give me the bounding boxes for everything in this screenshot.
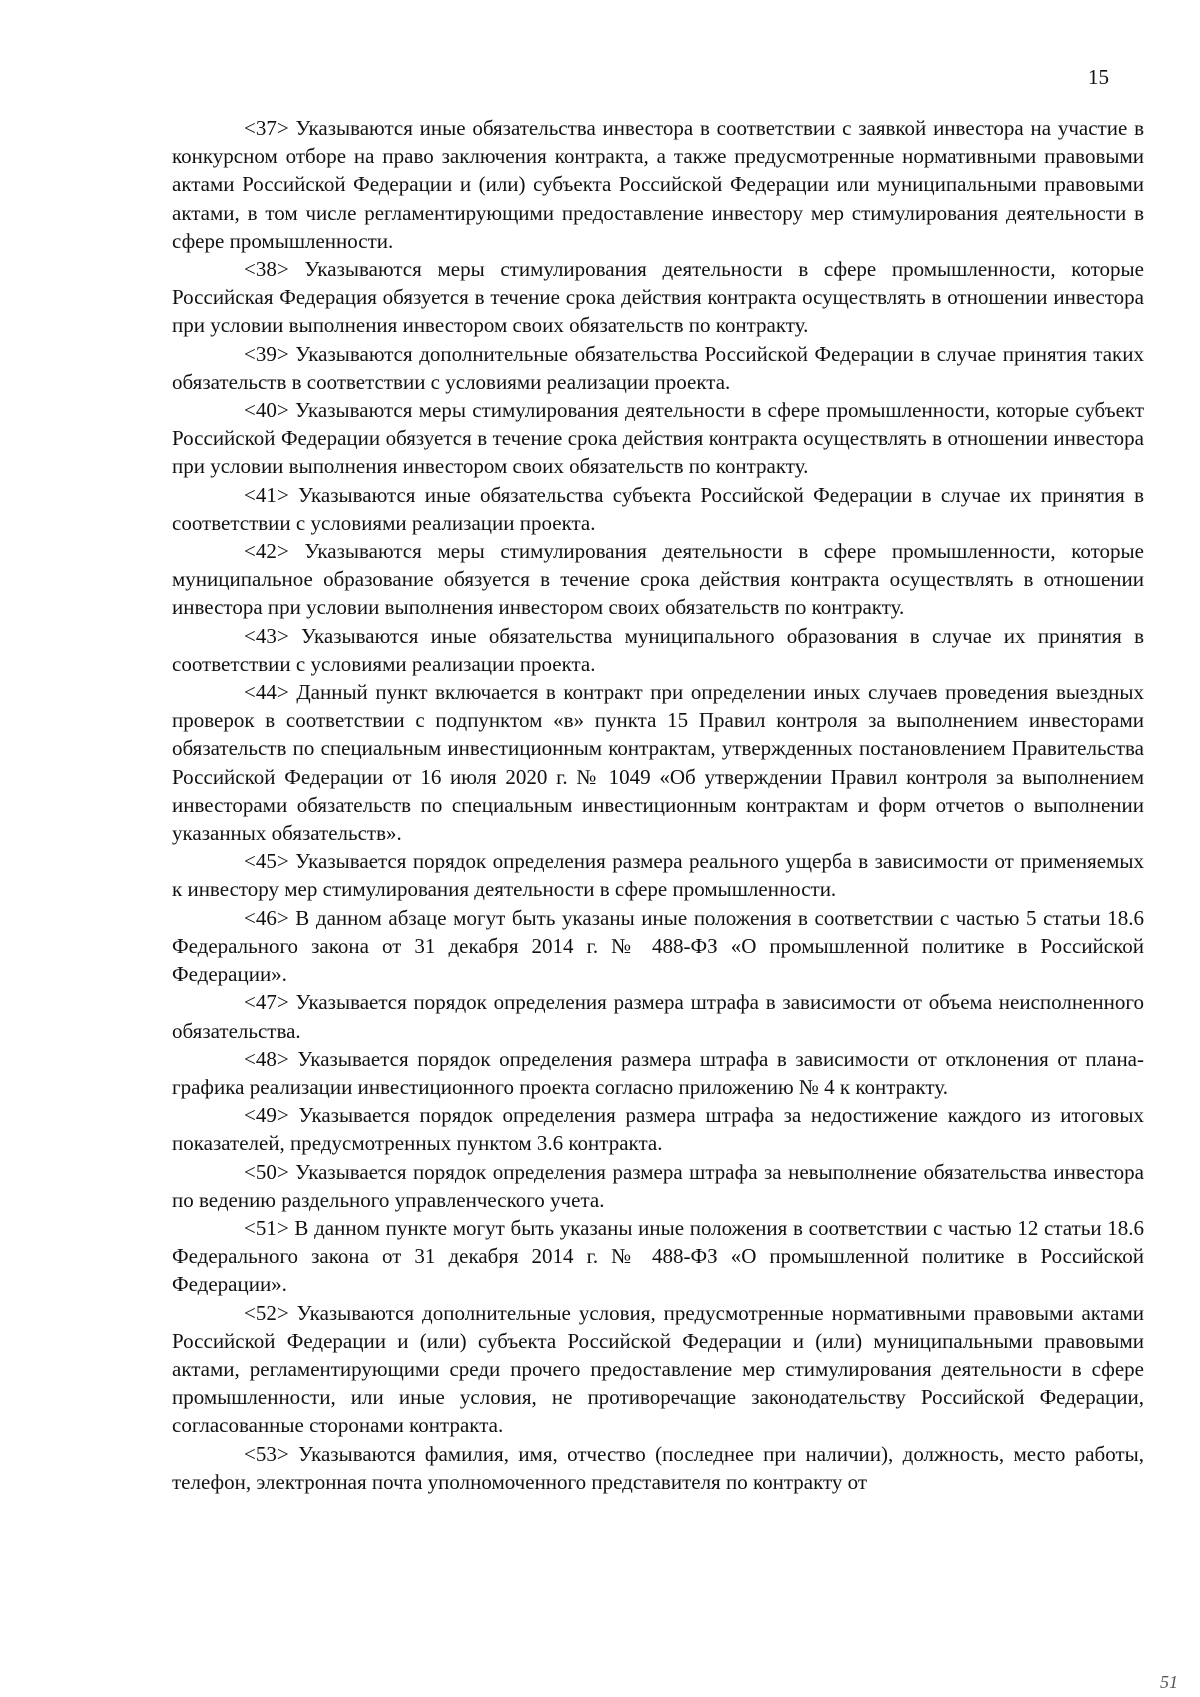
corner-mark: 51 — [1160, 1672, 1178, 1692]
note-43: <43> Указываются иные обязательства муниципального образования в случае их принятия в соответствии с условиями реализации проекта. — [172, 623, 1144, 676]
page-number: 15 — [1088, 65, 1109, 89]
note-50: <50> Указывается порядок определения размера штрафа за невыполнение обязательства инвестора по ведению раздельного управленческого учета. — [172, 1159, 1144, 1212]
footnotes-body — [172, 114, 1144, 1496]
note-51: <51> В данном пункте могут быть указаны иные положения в соответствии с частью 12 статьи 18.6 Федерального закона от 31 декабря 2014 г. № 488-ФЗ «О промышленной политике в Российской Федерации». — [172, 1215, 1144, 1297]
note-49: <49> Указывается порядок определения размера штрафа за недостижение каждого из итоговых показателей, предусмотренных пунктом 3.6 контракта. — [172, 1103, 1144, 1156]
note-41: <41> Указываются иные обязательства субъекта Российской Федерации в случае их принятия в соответствии с условиями реализации проекта. — [172, 482, 1144, 535]
note-38: <38> Указываются меры стимулирования деятельности в сфере промышленности, которые Российская Федерация обязуется в течение срока действия контракта осуществлять в отношении инвестора при условии выполнения инвестором своих обязательств по контракту. — [172, 257, 1144, 338]
note-44: <44> Данный пункт включается в контракт при определении иных случаев проведения выездных проверок в соответствии с подпунктом «в» пункта 15 Правил контроля за выполнением инвесторами обязательств по специальным инвестиционным контрактам, утвержденных постановлением Правительства Российской Федерации от 16 июля 2020 г. № 1049 «Об утверждении Правил контроля за выполнением инвесторами обязательств по специальным инвестиционным контрактам и форм отчетов о выполнении указанных обязательств». — [172, 680, 1144, 846]
note-52: <52> Указываются дополнительные условия, предусмотренные нормативными правовыми актами Российской Федерации и (или) субъекта Российской Федерации и (или) муниципальными правовыми актами, регламентирующими среди прочего предоставление мер стимулирования деятельности в сфере промышленности, или иные условия, не противоречащие законодательству Российской Федерации, согласованные сторонами контракта. — [172, 1300, 1144, 1438]
note-46: <46> В данном абзаце могут быть указаны иные положения в соответствии с частью 5 статьи 18.6 Федерального закона от 31 декабря 2014 г. № 488-ФЗ «О промышленной политике в Российской Федерации». — [172, 905, 1144, 987]
note-45: <45> Указывается порядок определения размера реального ущерба в зависимости от применяемых к инвестору мер стимулирования деятельности в сфере промышленности. — [172, 849, 1144, 902]
note-40: <40> Указываются меры стимулирования деятельности в сфере промышленности, которые субъект Российской Федерации обязуется в течение срока действия контракта осуществлять в отношении инвестора при условии выполнения инвестором своих обязательств по контракту. — [172, 398, 1144, 479]
note-37: <37> Указываются иные обязательства инвестора в соответствии с заявкой инвестора на участие в конкурсном отборе на право заключения контракта, а также предусмотренные нормативными правовыми актами Российской Федерации и (или) субъекта Российской Федерации или муниципальными правовыми актами, в том числе регламентирующими предоставление инвестору мер стимулирования деятельности в сфере промышленности. — [172, 116, 1144, 253]
note-39: <39> Указываются дополнительные обязательства Российской Федерации в случае принятия таких обязательств в соответствии с условиями реализации проекта. — [172, 341, 1144, 394]
note-48: <48> Указывается порядок определения размера штрафа в зависимости от отклонения от плана-графика реализации инвестиционного проекта согласно приложению № 4 к контракту. — [172, 1046, 1144, 1099]
note-47: <47> Указывается порядок определения размера штрафа в зависимости от объема неисполненного обязательства. — [172, 990, 1144, 1043]
note-42: <42> Указываются меры стимулирования деятельности в сфере промышленности, которые муниципальное образование обязуется в течение срока действия контракта осуществлять в отношении инвестора при условии выполнения инвестором своих обязательств по контракту. — [172, 539, 1144, 620]
note-53: <53> Указываются фамилия, имя, отчество (последнее при наличии), должность, место работы, телефон, электронная почта уполномоченного представителя по контракту от — [172, 1441, 1144, 1494]
